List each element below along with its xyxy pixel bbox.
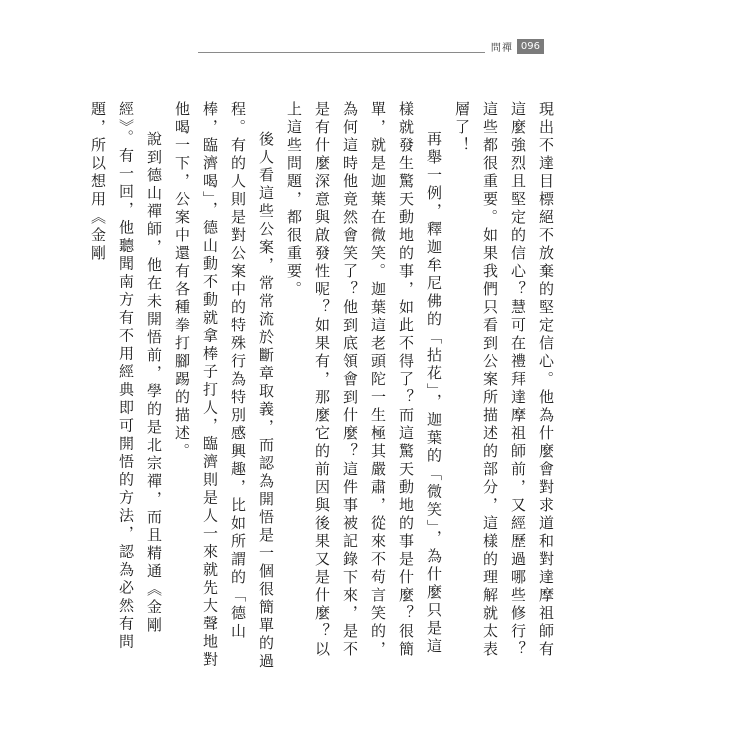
paragraph-3: 後人看這些公案，常常流於斷章取義，而認為開悟是一個很簡單的過程。有的人則是對公案中的特殊行為特別感興趣，比如所謂的「德山棒，臨濟喝」，德山動不動就拿棒子打人，臨濟則是人一來就先大聲地對他喝一下，公案中還有各種拳打腳踢的描述。 [173,101,275,671]
vertical-body-text [84,101,560,671]
header-tab [485,38,544,54]
paragraph-1: 現出不達目標絕不放棄的堅定信心。他為什麼會對求道和對達摩祖師有這麼強烈且堅定的信心？慧可在禮拜達摩祖師前，又經歷過哪些修行？這些都很重要。如果我們只看到公案所描述的部分，這樣的理解就太表層了！ [453,101,555,659]
running-title: 問禪 [490,42,513,54]
page-number: 096 [517,39,544,54]
paragraph-2: 再舉一例，釋迦牟尼佛的「拈花」，迦葉的「微笑」，為什麼只是這樣就發生驚天動地的事，如此不得了？而這驚天動地的事是什麼？很簡單，就是迦葉在微笑。迦葉這老頭陀一生極其嚴肅，從來不苟言笑的，為何這時他竟然會笑了？他到底領會到什麼？這件事被記錄下來，是不是有什麼深意與啟發性呢？如果有，那麼它的前因與後果又是什麼？以上這些問題，都很重要。 [285,101,443,659]
running-header [198,38,544,58]
paragraph-4: 說到德山禪師，他在未開悟前，學的是北宗禪，而且精通《金剛經》。有一回，他聽聞南方有不用經典即可開悟的方法，認為必然有問題，所以想用《金剛 [89,101,163,652]
